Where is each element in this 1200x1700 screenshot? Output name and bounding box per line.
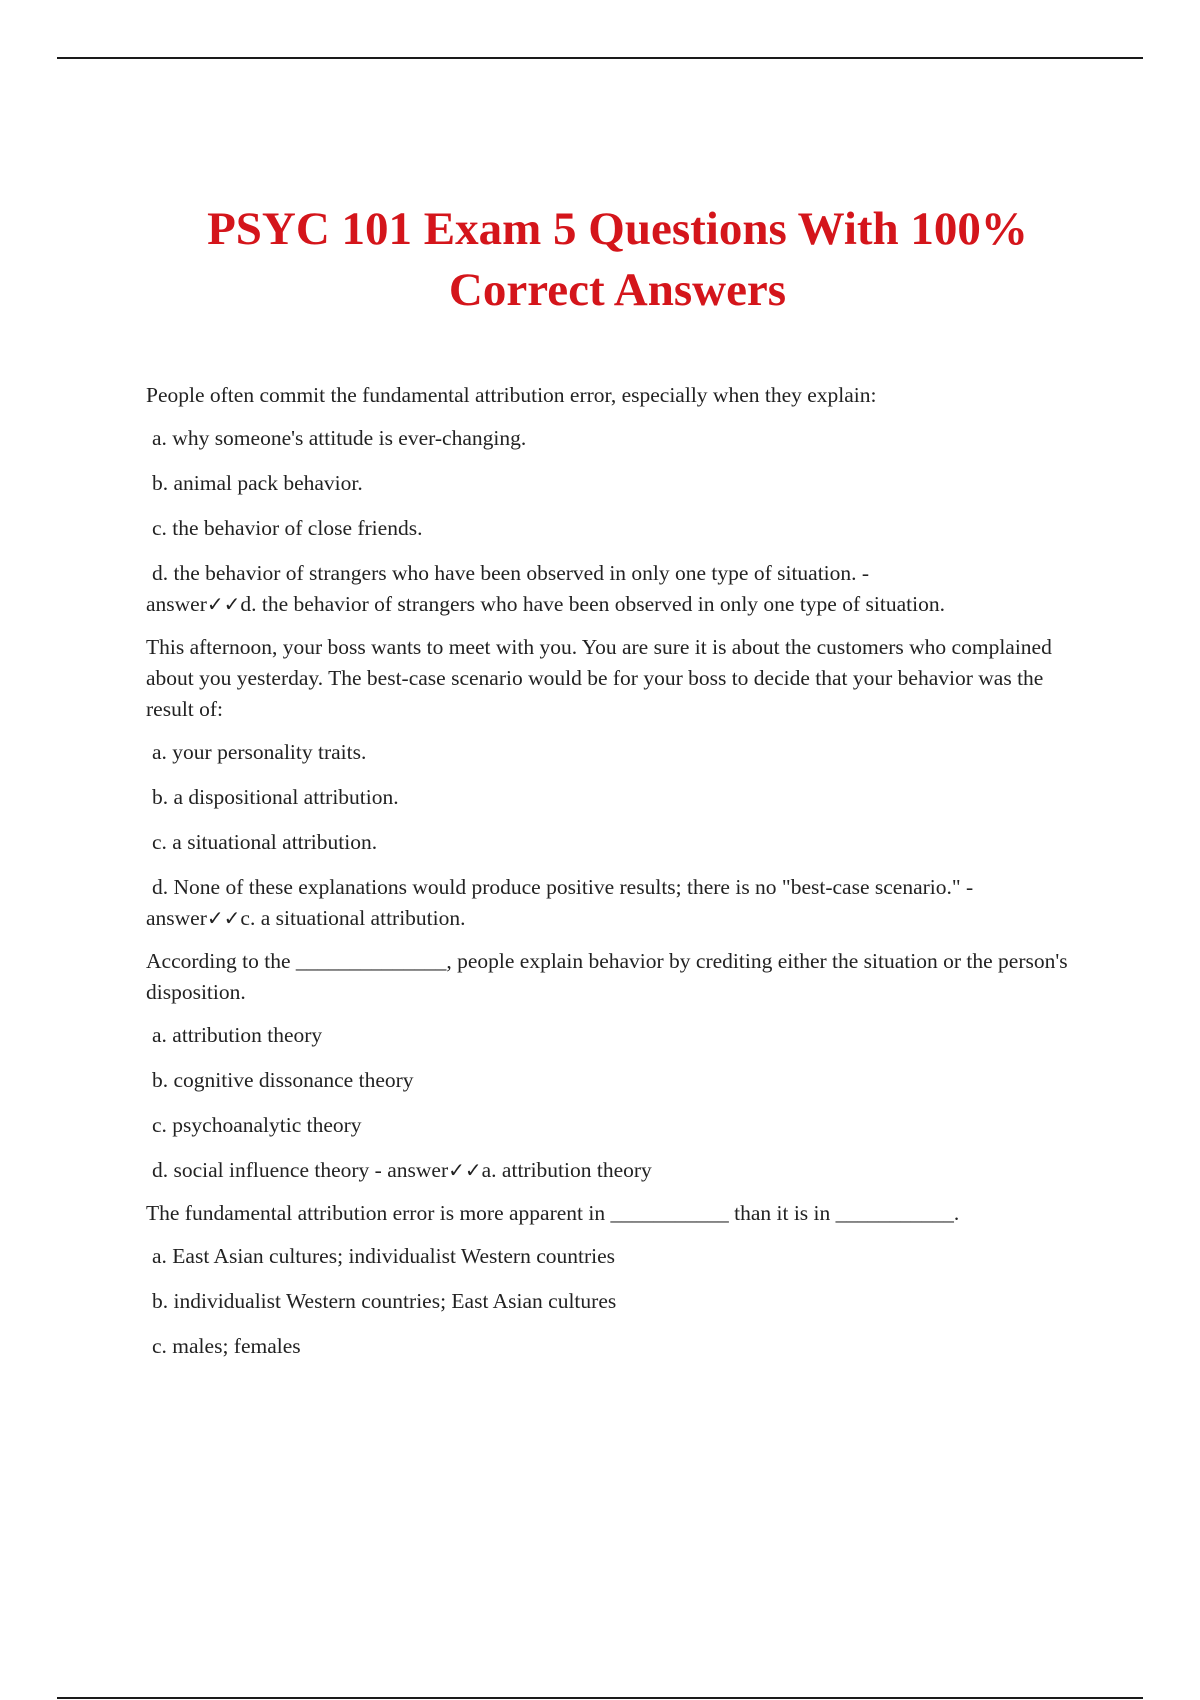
top-rule bbox=[57, 57, 1143, 59]
question-stem: The fundamental attribution error is more apparent in ___________ than it is in ___________. bbox=[146, 1201, 960, 1225]
check-icon: ✓✓ bbox=[448, 1158, 482, 1182]
answer-label: answer bbox=[146, 592, 207, 616]
answer-option: c. the behavior of close friends. bbox=[152, 516, 423, 540]
answer-option: c. a situational attribution. bbox=[152, 830, 378, 854]
question-block bbox=[146, 946, 1086, 1186]
title-line-1: PSYC 101 Exam 5 Questions With 100% bbox=[207, 203, 1028, 256]
question-stem: According to the ______________, people explain behavior by crediting either the situation or the person's disposition. bbox=[146, 949, 1068, 1004]
answer-label: answer bbox=[146, 906, 207, 930]
answer-option-text: d. the behavior of strangers who have been observed in only one type of situation. - bbox=[152, 561, 870, 585]
bottom-rule bbox=[57, 1697, 1143, 1699]
answer-option: b. cognitive dissonance theory bbox=[152, 1068, 414, 1092]
correct-answer: d. the behavior of strangers who have been observed in only one type of situation. bbox=[240, 592, 945, 616]
answer-option: b. a dispositional attribution. bbox=[152, 785, 399, 809]
answer-option-with-answer bbox=[146, 558, 1086, 620]
check-icon: ✓✓ bbox=[206, 906, 241, 930]
answer-option: a. why someone's attitude is ever-changing. bbox=[152, 426, 527, 450]
correct-answer: a. attribution theory bbox=[481, 1158, 652, 1182]
question-block bbox=[146, 1198, 1086, 1362]
question-list bbox=[146, 380, 1086, 1376]
answer-label: answer bbox=[387, 1158, 449, 1182]
answer-option-with-answer bbox=[146, 872, 1086, 934]
page-title bbox=[100, 199, 1135, 321]
question-stem: People often commit the fundamental attribution error, especially when they explain: bbox=[146, 383, 877, 407]
answer-option: a. East Asian cultures; individualist Western countries bbox=[152, 1244, 616, 1268]
question-block bbox=[146, 632, 1086, 934]
answer-option-with-answer bbox=[152, 1155, 1086, 1186]
question-block bbox=[146, 380, 1086, 620]
title-line-2: Correct Answers bbox=[448, 264, 787, 317]
question-stem: This afternoon, your boss wants to meet with you. You are sure it is about the customers who complained about you yesterday. The best-case scenario would be for your boss to decide that your behavior was the result of: bbox=[146, 635, 1052, 721]
answer-option: c. males; females bbox=[152, 1334, 301, 1358]
answer-option-text: d. None of these explanations would produce positive results; there is no "best-case scenario." - bbox=[152, 875, 974, 899]
answer-option: b. animal pack behavior. bbox=[152, 471, 363, 495]
answer-option: b. individualist Western countries; East Asian cultures bbox=[152, 1289, 617, 1313]
check-icon: ✓✓ bbox=[206, 592, 241, 616]
answer-option-text: d. social influence theory - bbox=[152, 1158, 388, 1182]
answer-option: a. your personality traits. bbox=[152, 740, 367, 764]
correct-answer: c. a situational attribution. bbox=[240, 906, 466, 930]
answer-option: c. psychoanalytic theory bbox=[152, 1113, 362, 1137]
answer-option: a. attribution theory bbox=[152, 1023, 323, 1047]
